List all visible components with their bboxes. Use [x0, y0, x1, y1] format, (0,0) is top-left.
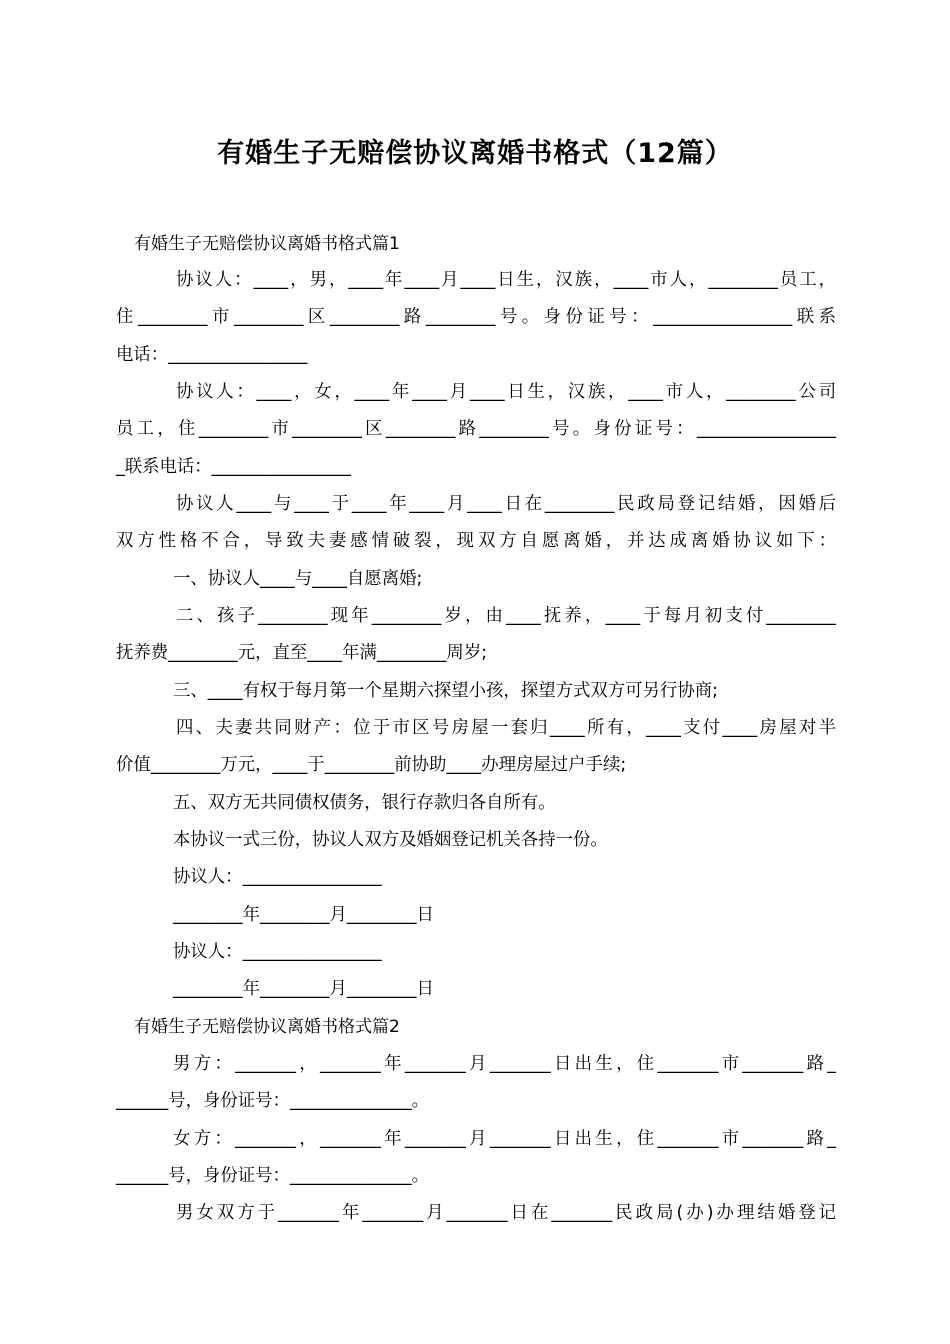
paragraph-line: 双方性格不合，导致夫妻感情破裂，现双方自愿离婚，并达成离婚协议如下： — [116, 531, 836, 551]
signature-line: 协议人：________________ — [173, 942, 382, 962]
paragraph-line: 女方：_______，_______年_______月_______日出生，住_______市_______路_ — [173, 1129, 836, 1149]
paragraph-line: 男女双方于_______年_______月_______日在_______民政局(办)办理结婚登记 — [176, 1203, 836, 1223]
paragraph-line: 协议人：____，男，____年____月____日生，汉族，____市人，________员工， — [176, 270, 836, 290]
signature-line: 协议人：________________ — [173, 867, 382, 887]
paragraph-line: 员工，住________市________区________路________号。身份证号：________________ — [116, 419, 836, 439]
paragraph-line: 男方：_______，_______年_______月_______日出生，住_______市_______路_ — [173, 1054, 836, 1074]
section-heading-1: 有婚生子无赔偿协议离婚书格式篇1 — [134, 234, 400, 254]
clause-line: 四、夫妻共同财产：位于市区号房屋一套归____所有，____支付____房屋对半 — [176, 718, 836, 738]
paragraph-line: ______号，身份证号：______________。 — [116, 1166, 430, 1186]
paragraph-line: 住________市________区________路________号。身份证号：________________联系 — [116, 307, 836, 327]
document-title: 有婚生子无赔偿协议离婚书格式（12篇） — [217, 138, 733, 169]
clause-line: 二、孩子________现年________岁，由____抚养，____于每月初支付________ — [176, 606, 836, 626]
clause-line: 抚养费________元，直至____年满________周岁; — [116, 643, 488, 663]
clause-line: 价值________万元，____于________前协助____办理房屋过户手续; — [116, 755, 627, 775]
section-heading-2: 有婚生子无赔偿协议离婚书格式篇2 — [134, 1017, 400, 1037]
clause-line: 一、协议人____与____自愿离婚; — [173, 569, 423, 589]
date-line: ________年________月________日 — [173, 979, 434, 999]
clause-line: 五、双方无共同债权债务，银行存款归各自所有。 — [173, 793, 556, 813]
paragraph-line: _联系电话：________________ — [116, 457, 351, 477]
paragraph-line: 电话：________________ — [116, 345, 308, 365]
paragraph-line: 协议人____与____于____年____月____日在________民政局登记结婚，因婚后 — [176, 494, 836, 514]
paragraph-line: ______号，身份证号：______________。 — [116, 1091, 430, 1111]
clause-line: 三、____有权于每月第一个星期六探望小孩，探望方式双方可另行协商; — [173, 681, 718, 701]
clause-line: 本协议一式三份，协议人双方及婚姻登记机关各持一份。 — [173, 830, 608, 850]
paragraph-line: 协议人：____，女，____年____月____日生，汉族，____市人，________公司 — [176, 382, 836, 402]
date-line: ________年________月________日 — [173, 905, 434, 925]
